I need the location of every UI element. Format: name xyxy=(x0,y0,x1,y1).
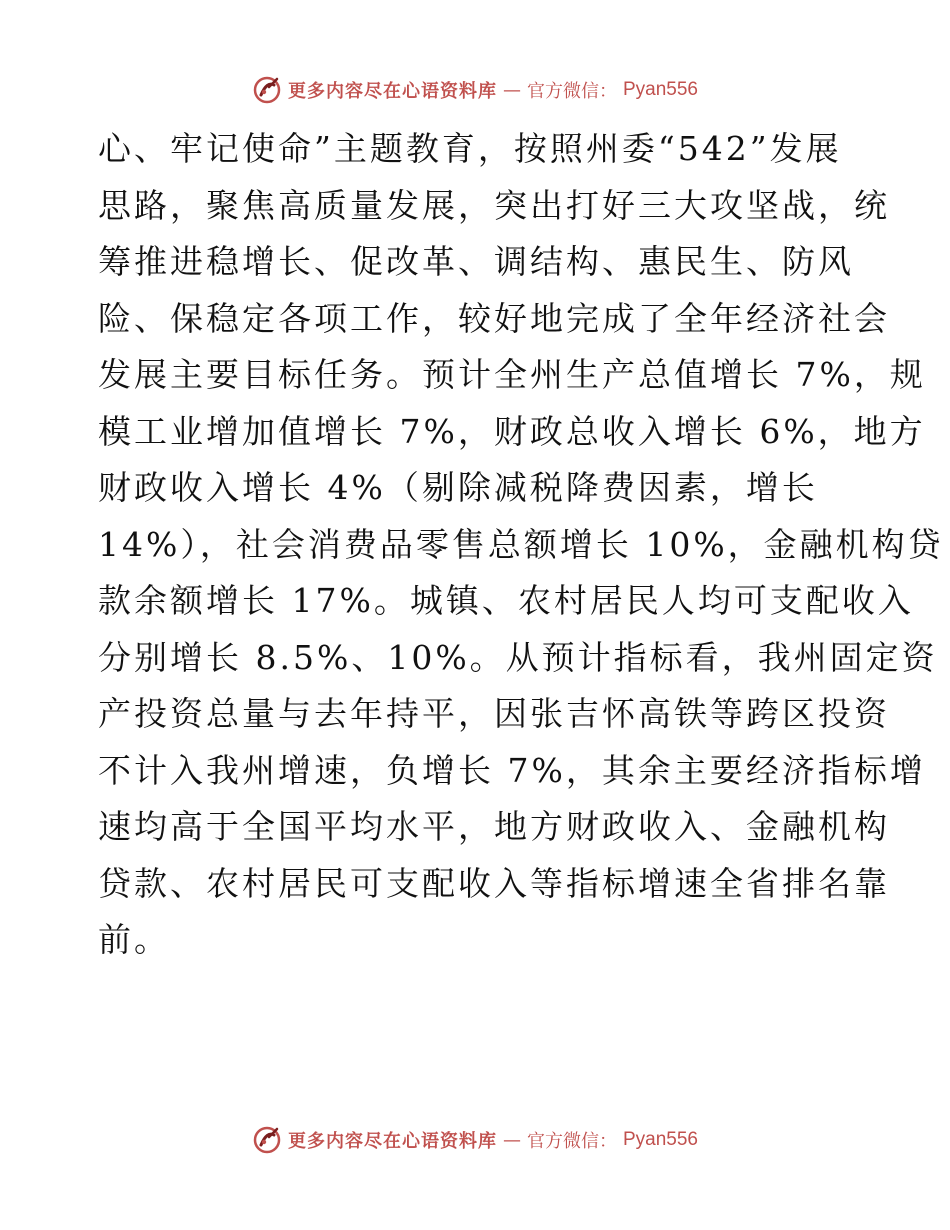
text-line: 思路，聚焦高质量发展，突出打好三大攻坚战，统 xyxy=(98,185,890,225)
text-line: 心、牢记使命”主题教育，按照州委“542”发展 xyxy=(98,129,842,168)
text-line: 发展主要目标任务。预计全州生产总值增长 7%，规 xyxy=(98,355,926,394)
brand-logo-icon xyxy=(252,1125,282,1155)
text-line: 速均高于全国平均水平，地方财政收入、金融机构 xyxy=(98,807,890,846)
text-line: 不计入我州增速，负增长 7%，其余主要经济指标增 xyxy=(98,750,926,790)
watermark-brand-text: 更多内容尽在心语资料库 xyxy=(287,1131,497,1152)
text-line: 前。 xyxy=(98,920,170,959)
watermark-contact-id: Pyan556 xyxy=(622,79,698,100)
watermark-separator: — xyxy=(502,79,521,101)
watermark-brand-text: 更多内容尽在心语资料库 xyxy=(287,81,497,102)
document-body xyxy=(98,121,944,969)
text-line: 筹推进稳增长、促改革、调结构、惠民生、防风 xyxy=(98,242,854,281)
text-line: 分别增长 8.5%、10%。从预计指标看，我州固定资 xyxy=(98,637,938,677)
watermark-contact-label: 官方微信： xyxy=(526,1131,617,1152)
watermark-separator: — xyxy=(502,1129,521,1151)
text-line: 款余额增长 17%。城镇、农村居民人均可支配收入 xyxy=(98,581,914,620)
watermark-contact-id: Pyan556 xyxy=(622,1129,698,1150)
text-line: 产投资总量与去年持平，因张吉怀高铁等跨区投资 xyxy=(98,694,890,733)
text-line: 险、保稳定各项工作，较好地完成了全年经济社会 xyxy=(98,298,890,338)
watermark-contact-label: 官方微信： xyxy=(526,81,617,102)
text-line: 14%），社会消费品零售总额增长 10%，金融机构贷 xyxy=(98,524,944,564)
text-line: 模工业增加值增长 7%，财政总收入增长 6%，地方 xyxy=(98,411,926,451)
header-watermark xyxy=(0,70,950,110)
text-line: 贷款、农村居民可支配收入等指标增速全省排名靠 xyxy=(98,863,890,903)
footer-watermark xyxy=(0,1120,950,1160)
text-line: 财政收入增长 4%（剔除减税降费因素，增长 xyxy=(98,468,818,507)
brand-logo-icon xyxy=(252,75,282,105)
